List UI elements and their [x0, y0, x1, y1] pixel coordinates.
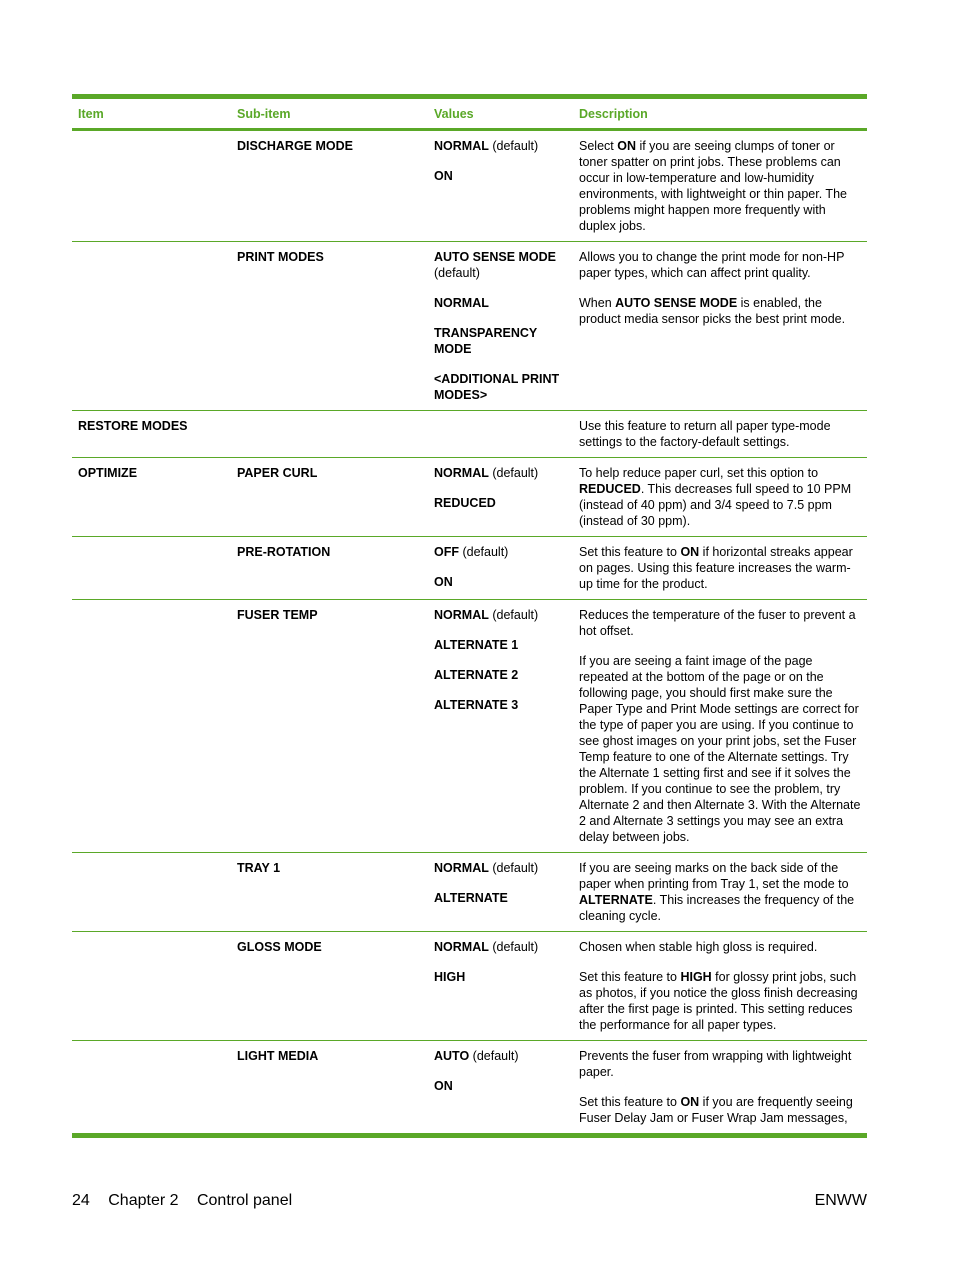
value-option — [434, 697, 573, 713]
row-item — [72, 544, 231, 592]
table-row — [72, 853, 867, 932]
row-description — [573, 138, 867, 234]
row-item: RESTORE MODES — [78, 419, 188, 433]
value-option — [434, 607, 573, 623]
value-suffix: (default) — [459, 545, 509, 559]
row-subitem — [231, 418, 428, 450]
value-suffix: (default) — [488, 466, 539, 480]
value-name: ALTERNATE 1 — [434, 638, 519, 652]
chapter-label: Chapter 2 — [108, 1192, 179, 1209]
value-name: HIGH — [434, 970, 466, 984]
header-values: Values — [434, 106, 474, 121]
description-text: if you are seeing clumps of toner or toner spatter on print jobs. These problems can occur in low-temperature and low-humidity environments, with lightweight or thin paper. The problems might happen more frequently with duplex jobs. — [579, 139, 847, 233]
row-values — [428, 1048, 573, 1126]
value-option — [434, 325, 573, 357]
row-values — [428, 860, 573, 924]
table-row — [72, 458, 867, 537]
table-row — [72, 1041, 867, 1133]
description-keyword: AUTO SENSE MODE — [615, 296, 738, 310]
description-paragraph — [579, 1048, 863, 1080]
description-text: . This decreases full speed to 10 PPM (instead of 40 ppm) and 3/4 speed to 7.5 ppm (instead of 30 ppm). — [579, 482, 852, 528]
row-subitem: GLOSS MODE — [237, 940, 322, 954]
table-bottom-rule — [72, 1133, 867, 1138]
value-name: AUTO SENSE MODE — [434, 250, 557, 264]
description-text: When — [579, 296, 616, 310]
description-text: Select — [579, 139, 618, 153]
settings-table — [72, 94, 867, 1138]
row-item — [72, 860, 231, 924]
description-text: Prevents the fuser from wrapping with lightweight paper. — [579, 1049, 852, 1079]
table-row — [72, 131, 867, 242]
description-paragraph — [579, 465, 863, 529]
row-values — [428, 418, 573, 450]
description-keyword: ON — [680, 545, 700, 559]
value-option — [434, 544, 573, 560]
description-keyword: HIGH — [680, 970, 712, 984]
header-subitem: Sub-item — [237, 106, 291, 121]
description-text: If you are seeing a faint image of the page repeated at the bottom of the page or on the following page, you should first make sure the Paper Type and Print Mode settings are correct for the type of paper you are using. If you continue to see ghost images on your print jobs, set the Fuser Temp feature to one of the Alternate settings. Try the Alternate 1 setting first and see if it solves the problem. If you continue to see the problem, try Alternate 2 and then Alternate 3. With the Alternate 2 and Alternate 3 settings you may see an extra delay between jobs. — [579, 654, 861, 844]
row-description — [573, 860, 867, 924]
value-option — [434, 890, 573, 906]
value-name: NORMAL — [434, 861, 489, 875]
value-name: NORMAL — [434, 466, 489, 480]
table-row — [72, 411, 867, 458]
value-suffix: (default) — [434, 266, 480, 280]
row-subitem: FUSER TEMP — [237, 608, 318, 622]
description-text: Reduces the temperature of the fuser to prevent a hot offset. — [579, 608, 856, 638]
value-name: NORMAL — [434, 139, 489, 153]
value-name: AUTO — [434, 1049, 470, 1063]
description-text: Chosen when stable high gloss is required. — [579, 940, 818, 954]
table-row — [72, 242, 867, 411]
value-option — [434, 637, 573, 653]
header-description: Description — [579, 106, 648, 121]
value-option — [434, 168, 573, 184]
description-paragraph — [579, 607, 863, 639]
row-values — [428, 544, 573, 592]
page-number: 24 — [72, 1192, 90, 1209]
value-name: ON — [434, 1079, 453, 1093]
row-description — [573, 418, 867, 450]
value-name: NORMAL — [434, 608, 489, 622]
description-paragraph — [579, 860, 863, 924]
table-row — [72, 932, 867, 1041]
value-suffix: (default) — [488, 861, 539, 875]
row-description — [573, 939, 867, 1033]
description-paragraph — [579, 1094, 863, 1126]
value-name: ALTERNATE 3 — [434, 698, 519, 712]
value-option — [434, 1078, 573, 1094]
row-description — [573, 249, 867, 403]
row-description — [573, 607, 867, 845]
description-text: Set this feature to — [579, 970, 681, 984]
row-item: OPTIMIZE — [78, 466, 138, 480]
description-paragraph — [579, 138, 863, 234]
description-text: . This increases the frequency of the cleaning cycle. — [579, 893, 855, 923]
value-name: ALTERNATE — [434, 891, 508, 905]
row-item — [72, 1048, 231, 1126]
description-paragraph — [579, 969, 863, 1033]
footer-left — [72, 1192, 306, 1210]
row-subitem: PRINT MODES — [237, 250, 324, 264]
description-paragraph — [579, 295, 863, 327]
description-text: if you are frequently seeing Fuser Delay Jam or Fuser Wrap Jam messages, — [579, 1095, 853, 1125]
row-description — [573, 1048, 867, 1126]
description-paragraph — [579, 653, 863, 845]
table-row — [72, 537, 867, 600]
section-label: Control panel — [196, 1192, 293, 1209]
row-item — [72, 249, 231, 403]
row-description — [573, 465, 867, 529]
value-suffix: (default) — [488, 940, 539, 954]
value-name: TRANSPARENCY MODE — [434, 326, 538, 356]
value-name: NORMAL — [434, 296, 489, 310]
description-keyword: ALTERNATE — [579, 893, 653, 907]
value-option — [434, 860, 573, 876]
value-name: <ADDITIONAL PRINT MODES> — [434, 372, 560, 402]
value-option — [434, 939, 573, 955]
value-option — [434, 1048, 573, 1064]
value-option — [434, 495, 573, 511]
row-subitem: DISCHARGE MODE — [237, 139, 353, 153]
row-description — [573, 544, 867, 592]
value-suffix: (default) — [488, 139, 539, 153]
value-option — [434, 465, 573, 481]
value-option — [434, 574, 573, 590]
row-item — [72, 607, 231, 845]
description-text: Use this feature to return all paper type-mode settings to the factory-default settings. — [579, 419, 831, 449]
row-values — [428, 607, 573, 845]
description-paragraph — [579, 249, 863, 281]
value-name: REDUCED — [434, 496, 496, 510]
row-item — [72, 939, 231, 1033]
value-option — [434, 295, 573, 311]
row-subitem: PAPER CURL — [237, 466, 318, 480]
description-text: Set this feature to — [579, 1095, 681, 1109]
description-paragraph — [579, 939, 863, 955]
description-text: If you are seeing marks on the back side of the paper when printing from Tray 1, set the mode to — [579, 861, 849, 891]
description-text: is enabled, the product media sensor picks the best print mode. — [579, 296, 846, 326]
description-paragraph — [579, 418, 863, 450]
value-option — [434, 969, 573, 985]
value-name: ON — [434, 169, 453, 183]
value-suffix: (default) — [469, 1049, 519, 1063]
value-name: OFF — [434, 545, 459, 559]
table-row — [72, 600, 867, 853]
description-text: for glossy print jobs, such as photos, if you notice the gloss finish decreasing after the first page is printed. This setting reduces the performance for all paper types. — [579, 970, 858, 1032]
value-option — [434, 371, 573, 403]
row-subitem: TRAY 1 — [237, 861, 281, 875]
description-paragraph — [579, 544, 863, 592]
value-suffix: (default) — [488, 608, 539, 622]
row-subitem: LIGHT MEDIA — [237, 1049, 319, 1063]
value-name: ALTERNATE 2 — [434, 668, 519, 682]
table-header — [72, 99, 867, 131]
value-option — [434, 249, 573, 281]
row-item — [72, 138, 231, 234]
row-values — [428, 138, 573, 234]
row-values — [428, 249, 573, 403]
footer-right: ENWW — [814, 1192, 867, 1209]
description-text: if horizontal streaks appear on pages. Using this feature increases the warm-up time for the product. — [579, 545, 853, 591]
table-body — [72, 131, 867, 1133]
page-footer — [72, 1192, 867, 1210]
description-text: To help reduce paper curl, set this option to — [579, 466, 819, 480]
value-option — [434, 138, 573, 154]
description-keyword: REDUCED — [579, 482, 641, 496]
description-keyword: ON — [680, 1095, 700, 1109]
row-subitem: PRE-ROTATION — [237, 545, 331, 559]
value-option — [434, 667, 573, 683]
value-name: ON — [434, 575, 453, 589]
description-keyword: ON — [617, 139, 636, 153]
value-name: NORMAL — [434, 940, 489, 954]
row-values — [428, 465, 573, 529]
description-text: Set this feature to — [579, 545, 681, 559]
header-item: Item — [78, 106, 104, 121]
description-text: Allows you to change the print mode for non-HP paper types, which can affect print quality. — [579, 250, 845, 280]
row-values — [428, 939, 573, 1033]
